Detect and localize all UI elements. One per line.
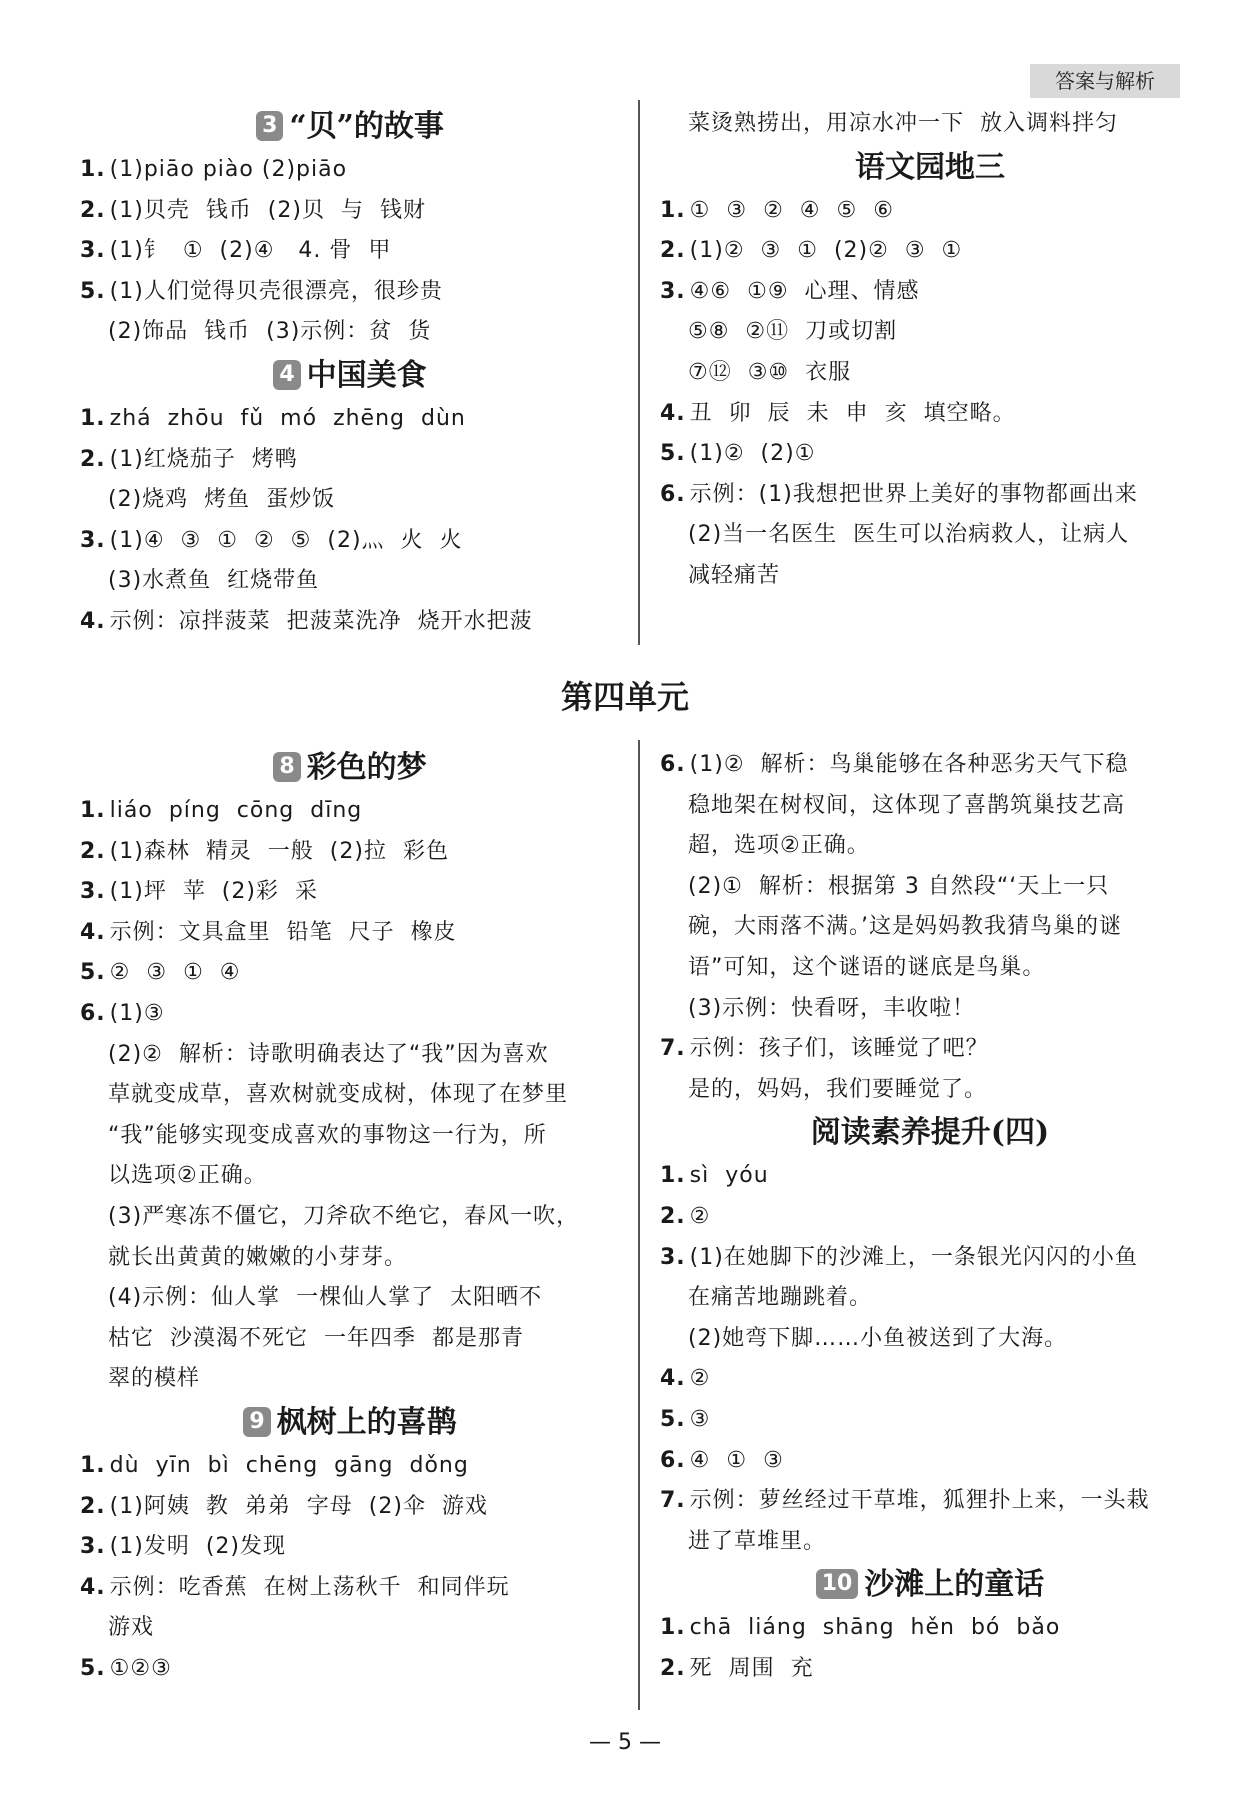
answer-text: (2)烧鸡 烤鱼 蛋炒饭: [108, 487, 336, 513]
question-number: 6.: [660, 752, 686, 777]
column-bottom-right: [660, 745, 1200, 1689]
question-number: 3.: [80, 238, 106, 264]
answer-text: ②: [689, 1366, 711, 1392]
section-title-text: 沙滩上的童话: [864, 1567, 1045, 1603]
answer-text: 进了草堆里。: [688, 1528, 827, 1554]
header-tag: 答案与解析: [1030, 64, 1180, 98]
question-number: 4.: [80, 608, 106, 634]
column-divider-bottom: [638, 740, 640, 1710]
answer-line: [80, 312, 620, 353]
answer-line: [80, 272, 620, 313]
answer-line: [660, 1608, 1200, 1649]
answer-text: 就长出黄黄的嫩嫩的小芽芽。: [108, 1244, 408, 1270]
question-number: 4.: [80, 1574, 106, 1600]
answer-line: [660, 312, 1200, 353]
question-number: 1.: [80, 798, 106, 823]
answer-line: [660, 786, 1200, 827]
question-number: 6.: [80, 1000, 106, 1026]
answer-line: [80, 1197, 620, 1238]
answer-text: 在痛苦地蹦跳着。: [688, 1285, 873, 1311]
answer-line: [660, 1522, 1200, 1563]
answer-line: [80, 231, 620, 272]
answer-text: (1)② ③ ① (2)② ③ ①: [689, 238, 963, 264]
answer-line: [80, 1649, 620, 1690]
answer-line: [80, 1035, 620, 1076]
answer-text: ④ ① ③: [689, 1447, 784, 1473]
answer-line: [660, 948, 1200, 989]
answer-line: [80, 440, 620, 481]
answer-line: [660, 867, 1200, 908]
answer-text: (1)阿姨 教 弟弟 字母 (2)伞 游戏: [109, 1493, 488, 1519]
section-title: [80, 104, 620, 150]
answer-line: [80, 1608, 620, 1649]
answer-line: [80, 872, 620, 913]
answer-line: [80, 1319, 620, 1360]
answer-line: [660, 989, 1200, 1030]
answer-line: [80, 1238, 620, 1279]
question-number: 2.: [660, 1655, 686, 1681]
answer-line: [660, 907, 1200, 948]
answer-line: [80, 953, 620, 994]
answer-line: [660, 745, 1200, 786]
question-number: 6.: [660, 481, 686, 507]
answer-line: [660, 353, 1200, 394]
answer-text: (4)示例：仙人掌 一棵仙人掌了 太阳晒不: [108, 1285, 543, 1311]
answer-line: [660, 556, 1200, 597]
answer-text: (2)② 解析：诗歌明确表达了“我”因为喜欢: [108, 1041, 549, 1067]
answer-text: (1)人们觉得贝壳很漂亮，很珍贵: [109, 278, 443, 304]
answer-text: 示例：吃香蕉 在树上荡秋千 和同伴玩: [109, 1574, 510, 1600]
answer-line: [80, 602, 620, 643]
answer-text: 翠的模样: [108, 1366, 201, 1392]
page-number: — 5 —: [589, 1730, 661, 1755]
question-number: 2.: [80, 446, 106, 472]
question-number: 5.: [660, 441, 686, 467]
question-number: 1.: [80, 405, 106, 431]
answer-line: [80, 150, 620, 191]
section-title: [660, 1110, 1200, 1156]
answer-line: [80, 1446, 620, 1487]
answer-line: [80, 1527, 620, 1568]
question-number: 3.: [80, 1534, 106, 1560]
question-number: 5.: [80, 960, 106, 986]
answer-line: [660, 1197, 1200, 1238]
answer-line: [80, 1156, 620, 1197]
answer-text: chā liáng shāng hěn bó bǎo: [689, 1615, 1061, 1641]
question-number: 7.: [660, 1036, 686, 1062]
question-number: 3.: [80, 527, 106, 553]
answer-text: 超，选项②正确。: [688, 833, 870, 859]
answer-text: 草就变成草，喜欢树就变成树，体现了在梦里: [108, 1082, 569, 1108]
question-number: 7.: [660, 1488, 686, 1514]
answer-text: (1)坪 苹 (2)彩 采: [109, 879, 318, 905]
answer-text: dù yīn bì chēng gāng dǒng: [109, 1452, 469, 1478]
section-number-badge: 4: [273, 360, 300, 390]
answer-line: [80, 561, 620, 602]
answer-text: 示例：(1)我想把世界上美好的事物都画出来: [689, 481, 1138, 507]
answer-text: ② ③ ① ④: [109, 960, 241, 986]
answer-text: (2)她弯下脚……小鱼被送到了大海。: [688, 1325, 1068, 1351]
answer-text: (3)示例：快看呀，丰收啦！: [688, 995, 976, 1021]
section-number-badge: 9: [243, 1407, 270, 1437]
answer-text: ① ③ ② ④ ⑤ ⑥: [689, 197, 894, 223]
answer-text: ③: [689, 1406, 711, 1432]
answer-line: [660, 1029, 1200, 1070]
section-number-badge: 3: [256, 111, 283, 141]
question-number: 2.: [80, 1493, 106, 1519]
answer-text: (1)钅 ① (2)④ 4. 骨 甲: [109, 238, 392, 264]
answer-line: [660, 1400, 1200, 1441]
section-title: [80, 353, 620, 399]
question-number: 2.: [660, 238, 686, 264]
question-number: 1.: [80, 157, 106, 182]
answer-line: [660, 191, 1200, 232]
question-number: 2.: [80, 838, 106, 864]
answer-line: [80, 1075, 620, 1116]
answer-text: liáo píng cōng dīng: [109, 798, 363, 823]
answer-line: [660, 1278, 1200, 1319]
section-title: [660, 145, 1200, 191]
answer-line: [660, 826, 1200, 867]
answer-line: [80, 1278, 620, 1319]
answer-text: 以选项②正确。: [108, 1163, 267, 1189]
answer-line: [660, 104, 1200, 145]
question-number: 1.: [660, 1163, 686, 1189]
answer-text: ⑤⑧ ②⑪ 刀或切割: [688, 319, 898, 345]
section-number-badge: 8: [273, 752, 300, 782]
answer-line: [660, 1238, 1200, 1279]
question-number: 5.: [80, 1655, 106, 1681]
column-divider-top: [638, 100, 640, 645]
answer-text: 碗，大雨落不满。’这是妈妈教我猜鸟巢的谜: [688, 914, 1122, 940]
answer-text: (1)② (2)①: [689, 441, 816, 467]
answer-text: “我”能够实现变成喜欢的事物这一行为，所: [108, 1122, 547, 1148]
answer-text: ⑦⑫ ③⑩ 衣服: [688, 359, 852, 385]
answer-text: (2)当一名医生 医生可以治病救人，让病人: [688, 522, 1130, 548]
question-number: 5.: [80, 278, 106, 304]
answer-text: 语”可知，这个谜语的谜底是鸟巢。: [688, 954, 1046, 980]
answer-text: 丑 卯 辰 未 申 亥 填空略。: [689, 400, 1016, 426]
answer-text: ②: [689, 1203, 711, 1229]
answer-line: [660, 1649, 1200, 1690]
answer-line: [80, 521, 620, 562]
column-bottom-left: [80, 745, 620, 1689]
answer-text: (1)piāo piào (2)piāo: [109, 157, 348, 182]
answer-line: [660, 272, 1200, 313]
answer-line: [80, 191, 620, 232]
answer-line: [660, 394, 1200, 435]
question-number: 3.: [660, 278, 686, 304]
question-number: 3.: [660, 1244, 686, 1270]
answer-text: 菜烫熟捞出，用凉水冲一下 放入调料拌匀: [688, 111, 1118, 136]
answer-text: 稳地架在树杈间，这体现了喜鹊筑巢技艺高: [688, 792, 1126, 818]
question-number: 4.: [660, 400, 686, 426]
question-number: 1.: [660, 197, 686, 223]
answer-line: [660, 434, 1200, 475]
answer-line: [80, 1568, 620, 1609]
answer-line: [660, 1070, 1200, 1111]
answer-text: 减轻痛苦: [688, 562, 781, 588]
question-number: 4.: [80, 919, 106, 945]
answer-text: 示例：萝丝经过干草堆，狐狸扑上来，一头栽: [689, 1488, 1150, 1514]
section-title-text: “贝”的故事: [289, 109, 444, 144]
section-number-badge: 10: [816, 1569, 859, 1599]
section-title: [80, 1400, 620, 1446]
answer-line: [80, 791, 620, 832]
answer-line: [80, 1359, 620, 1400]
answer-text: (1)④ ③ ① ② ⑤ (2)灬 火 火: [109, 527, 463, 553]
section-title-text: 中国美食: [306, 357, 427, 393]
column-top-right: [660, 104, 1200, 597]
answer-text: (1)红烧茄子 烤鸭: [109, 446, 298, 472]
question-number: 2.: [660, 1203, 686, 1229]
column-top-left: [80, 104, 620, 643]
question-number: 4.: [660, 1366, 686, 1392]
section-title-text: 阅读素养提升(四): [810, 1115, 1050, 1151]
answer-text: 死 周围 充: [689, 1655, 814, 1681]
answer-text: 游戏: [108, 1615, 155, 1641]
answer-text: 枯它 沙漠渴不死它 一年四季 都是那青: [108, 1325, 524, 1351]
answer-text: (1)在她脚下的沙滩上，一条银光闪闪的小鱼: [689, 1244, 1138, 1270]
answer-text: (2)① 解析：根据第 3 自然段“‘天上一只: [688, 873, 1110, 899]
section-title: [660, 1562, 1200, 1608]
question-number: 1.: [80, 1452, 106, 1478]
section-title-text: 枫树上的喜鹊: [276, 1404, 457, 1440]
answer-text: (1)森林 精灵 一般 (2)拉 彩色: [109, 838, 449, 864]
answer-line: [660, 1156, 1200, 1197]
answer-line: [80, 1116, 620, 1157]
question-number: 3.: [80, 879, 106, 905]
answer-line: [660, 1319, 1200, 1360]
answer-line: [80, 832, 620, 873]
answer-line: [80, 913, 620, 954]
section-title: [80, 745, 620, 791]
question-number: 6.: [660, 1447, 686, 1473]
answer-line: [660, 1481, 1200, 1522]
question-number: 2.: [80, 197, 106, 223]
question-number: 5.: [660, 1406, 686, 1432]
answer-line: [660, 515, 1200, 556]
answer-text: (3)严寒冻不僵它，刀斧砍不绝它，春风一吹，: [108, 1203, 580, 1229]
answer-text: ①②③: [109, 1655, 172, 1681]
section-title-text: 彩色的梦: [306, 750, 427, 785]
answer-text: ④⑥ ①⑨ 心理、情感: [689, 278, 920, 304]
answer-text: 示例：孩子们，该睡觉了吧？: [689, 1036, 989, 1062]
answer-text: 示例：凉拌菠菜 把菠菜洗净 烧开水把菠: [109, 608, 533, 634]
answer-line: [660, 1441, 1200, 1482]
answer-line: [80, 1487, 620, 1528]
answer-line: [660, 475, 1200, 516]
section-title-text: 语文园地三: [855, 149, 1005, 185]
answer-text: (1)发明 (2)发现: [109, 1534, 286, 1560]
answer-line: [660, 1359, 1200, 1400]
answer-line: [80, 399, 620, 440]
unit-title: 第四单元: [560, 678, 689, 716]
answer-text: (3)水煮鱼 红烧带鱼: [108, 568, 320, 594]
answer-line: [80, 480, 620, 521]
question-number: 1.: [660, 1615, 686, 1641]
answer-text: (1)贝壳 钱币 (2)贝 与 钱财: [109, 197, 426, 223]
answer-text: (1)③: [109, 1000, 165, 1026]
answer-line: [660, 231, 1200, 272]
answer-text: zhá zhōu fǔ mó zhēng dùn: [109, 405, 466, 431]
answer-text: 示例：文具盒里 铅笔 尺子 橡皮: [109, 919, 457, 945]
answer-text: sì yóu: [689, 1163, 769, 1189]
answer-text: 是的，妈妈，我们要睡觉了。: [688, 1076, 988, 1102]
answer-line: [80, 994, 620, 1035]
answer-text: (1)② 解析：鸟巢能够在各种恶劣天气下稳: [689, 752, 1129, 777]
answer-text: (2)饰品 钱币 (3)示例：贫 货: [108, 319, 432, 345]
